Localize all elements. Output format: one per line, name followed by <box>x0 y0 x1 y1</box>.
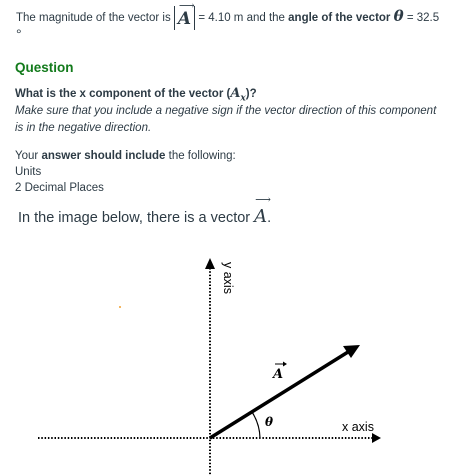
magnitude-value: = 4.10 m and the <box>198 12 285 25</box>
x-axis-arrowhead <box>372 433 381 443</box>
intro-prefix: The magnitude of the vector is <box>16 12 171 25</box>
question-text: What is the x component of the vector $(A_x)$? <box>15 86 257 104</box>
vector-a-label: A <box>273 367 284 382</box>
theta-symbol: θ <box>393 7 404 26</box>
vector-a-symbol-inline: ⟶ A <box>254 193 271 227</box>
vector-a-line <box>210 352 348 438</box>
component-symbol: $A_x$ <box>230 86 246 104</box>
y-axis-arrowhead <box>205 258 215 269</box>
degree-mark: ° <box>16 26 22 42</box>
vector-a-symbol: ⟶ A <box>177 0 195 29</box>
x-axis-label: x axis <box>342 420 374 434</box>
stray-dot <box>119 306 121 308</box>
angle-theta-label: θ <box>265 415 274 429</box>
requirement-decimals: 2 Decimal Places <box>15 182 104 194</box>
y-axis-label: y axis <box>221 262 235 294</box>
question-heading: Question <box>15 60 74 75</box>
requirements-lead: Your answer should include the following: <box>15 150 236 162</box>
requirement-units: Units <box>15 166 42 178</box>
angle-value: = 32.5 <box>406 12 440 25</box>
image-intro: In the image below, there is a vector ⟶ A. <box>18 193 272 227</box>
angle-label: angle of the vector <box>288 12 391 25</box>
vector-a-label-arrow-head <box>283 362 287 367</box>
angle-arc <box>252 412 260 438</box>
sign-hint: Make sure that you include a negative sign if the vector direction of this component is in the negative direction. <box>15 105 437 134</box>
